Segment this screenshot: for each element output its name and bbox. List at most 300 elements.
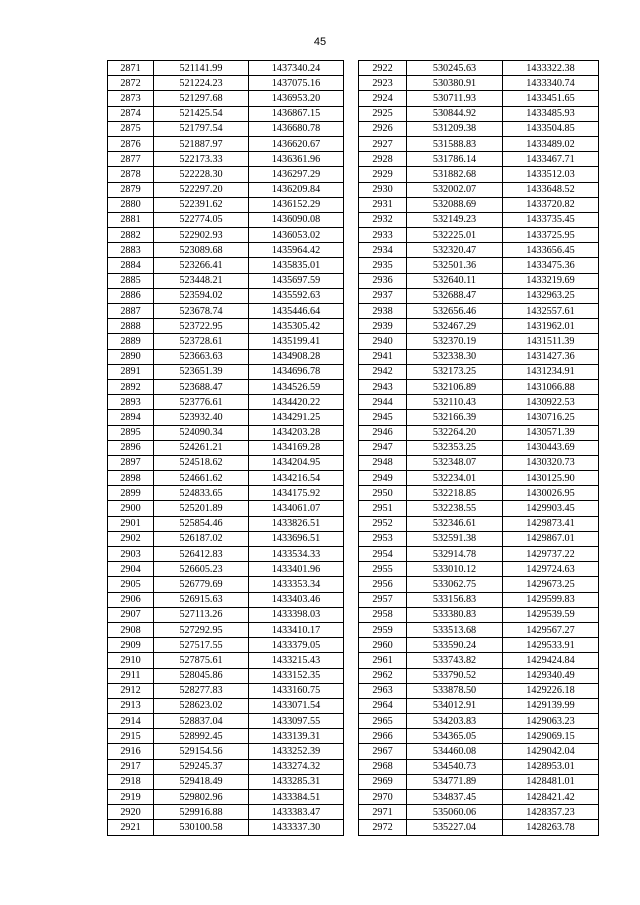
table-row xyxy=(108,516,344,531)
point-number-cell: 2907 xyxy=(108,607,154,622)
x-coordinate-cell: 529916.88 xyxy=(154,805,249,820)
point-number-cell: 2944 xyxy=(359,395,407,410)
point-number-cell: 2965 xyxy=(359,714,407,729)
x-coordinate-cell: 532173.25 xyxy=(407,364,503,379)
y-coordinate-cell: 1433504.85 xyxy=(503,121,599,136)
point-number-cell: 2949 xyxy=(359,471,407,486)
x-coordinate-cell: 532106.89 xyxy=(407,379,503,394)
table-row xyxy=(359,334,599,349)
y-coordinate-cell: 1433353.34 xyxy=(249,577,344,592)
x-coordinate-cell: 523594.02 xyxy=(154,288,249,303)
table-row xyxy=(108,562,344,577)
x-coordinate-cell: 521297.68 xyxy=(154,91,249,106)
table-row xyxy=(359,455,599,470)
y-coordinate-cell: 1433274.32 xyxy=(249,759,344,774)
y-coordinate-cell: 1433337.30 xyxy=(249,820,344,835)
y-coordinate-cell: 1432963.25 xyxy=(503,288,599,303)
point-number-cell: 2899 xyxy=(108,486,154,501)
y-coordinate-cell: 1435305.42 xyxy=(249,319,344,334)
x-coordinate-cell: 534365.05 xyxy=(407,729,503,744)
point-number-cell: 2916 xyxy=(108,744,154,759)
point-number-cell: 2903 xyxy=(108,547,154,562)
y-coordinate-cell: 1430026.95 xyxy=(503,486,599,501)
x-coordinate-cell: 534837.45 xyxy=(407,790,503,805)
y-coordinate-cell: 1435964.42 xyxy=(249,243,344,258)
coordinates-table-left xyxy=(107,60,344,836)
x-coordinate-cell: 525201.89 xyxy=(154,501,249,516)
y-coordinate-cell: 1429139.99 xyxy=(503,698,599,713)
y-coordinate-cell: 1434203.28 xyxy=(249,425,344,440)
point-number-cell: 2919 xyxy=(108,790,154,805)
x-coordinate-cell: 522391.62 xyxy=(154,197,249,212)
x-coordinate-cell: 526779.69 xyxy=(154,577,249,592)
x-coordinate-cell: 532348.07 xyxy=(407,455,503,470)
x-coordinate-cell: 534012.91 xyxy=(407,698,503,713)
table-row xyxy=(108,698,344,713)
y-coordinate-cell: 1433219.69 xyxy=(503,273,599,288)
point-number-cell: 2942 xyxy=(359,364,407,379)
point-number-cell: 2902 xyxy=(108,531,154,546)
table-row xyxy=(108,106,344,121)
point-number-cell: 2922 xyxy=(359,61,407,76)
y-coordinate-cell: 1432557.61 xyxy=(503,304,599,319)
table-row xyxy=(108,61,344,76)
x-coordinate-cell: 532110.43 xyxy=(407,395,503,410)
point-number-cell: 2955 xyxy=(359,562,407,577)
y-coordinate-cell: 1436620.67 xyxy=(249,136,344,151)
y-coordinate-cell: 1437075.16 xyxy=(249,76,344,91)
x-coordinate-cell: 523266.41 xyxy=(154,258,249,273)
point-number-cell: 2896 xyxy=(108,440,154,455)
y-coordinate-cell: 1436297.29 xyxy=(249,167,344,182)
point-number-cell: 2950 xyxy=(359,486,407,501)
table-row xyxy=(108,288,344,303)
x-coordinate-cell: 523678.74 xyxy=(154,304,249,319)
point-number-cell: 2913 xyxy=(108,698,154,713)
x-coordinate-cell: 527113.26 xyxy=(154,607,249,622)
table-row xyxy=(108,714,344,729)
y-coordinate-cell: 1429069.15 xyxy=(503,729,599,744)
table-row xyxy=(359,304,599,319)
point-number-cell: 2938 xyxy=(359,304,407,319)
y-coordinate-cell: 1435199.41 xyxy=(249,334,344,349)
table-row xyxy=(359,228,599,243)
table-row xyxy=(108,455,344,470)
y-coordinate-cell: 1429567.27 xyxy=(503,622,599,637)
table-row xyxy=(108,820,344,835)
x-coordinate-cell: 533590.24 xyxy=(407,638,503,653)
table-row xyxy=(108,653,344,668)
x-coordinate-cell: 523651.39 xyxy=(154,364,249,379)
point-number-cell: 2946 xyxy=(359,425,407,440)
x-coordinate-cell: 521425.54 xyxy=(154,106,249,121)
y-coordinate-cell: 1429226.18 xyxy=(503,683,599,698)
y-coordinate-cell: 1430443.69 xyxy=(503,440,599,455)
table-row xyxy=(108,197,344,212)
point-number-cell: 2927 xyxy=(359,136,407,151)
y-coordinate-cell: 1428481.01 xyxy=(503,774,599,789)
point-number-cell: 2880 xyxy=(108,197,154,212)
x-coordinate-cell: 531588.83 xyxy=(407,136,503,151)
point-number-cell: 2941 xyxy=(359,349,407,364)
x-coordinate-cell: 533156.83 xyxy=(407,592,503,607)
table-row xyxy=(359,440,599,455)
point-number-cell: 2924 xyxy=(359,91,407,106)
point-number-cell: 2954 xyxy=(359,547,407,562)
table-row xyxy=(359,607,599,622)
point-number-cell: 2929 xyxy=(359,167,407,182)
y-coordinate-cell: 1433696.51 xyxy=(249,531,344,546)
point-number-cell: 2926 xyxy=(359,121,407,136)
table-row xyxy=(359,668,599,683)
point-number-cell: 2877 xyxy=(108,152,154,167)
table-row xyxy=(359,683,599,698)
y-coordinate-cell: 1429724.63 xyxy=(503,562,599,577)
y-coordinate-cell: 1436953.20 xyxy=(249,91,344,106)
y-coordinate-cell: 1433735.45 xyxy=(503,212,599,227)
y-coordinate-cell: 1433489.02 xyxy=(503,136,599,151)
point-number-cell: 2962 xyxy=(359,668,407,683)
y-coordinate-cell: 1434061.07 xyxy=(249,501,344,516)
table-row xyxy=(359,774,599,789)
table-row xyxy=(359,258,599,273)
table-row xyxy=(108,319,344,334)
table-row xyxy=(108,91,344,106)
y-coordinate-cell: 1433160.75 xyxy=(249,683,344,698)
y-coordinate-cell: 1433398.03 xyxy=(249,607,344,622)
point-number-cell: 2921 xyxy=(108,820,154,835)
y-coordinate-cell: 1430125.90 xyxy=(503,471,599,486)
y-coordinate-cell: 1434204.95 xyxy=(249,455,344,470)
x-coordinate-cell: 530844.92 xyxy=(407,106,503,121)
point-number-cell: 2966 xyxy=(359,729,407,744)
table-row xyxy=(359,288,599,303)
y-coordinate-cell: 1431427.36 xyxy=(503,349,599,364)
point-number-cell: 2890 xyxy=(108,349,154,364)
x-coordinate-cell: 534460.08 xyxy=(407,744,503,759)
y-coordinate-cell: 1431066.88 xyxy=(503,379,599,394)
y-coordinate-cell: 1436361.96 xyxy=(249,152,344,167)
point-number-cell: 2943 xyxy=(359,379,407,394)
x-coordinate-cell: 523728.61 xyxy=(154,334,249,349)
table-row xyxy=(359,136,599,151)
x-coordinate-cell: 532218.85 xyxy=(407,486,503,501)
table-row xyxy=(108,136,344,151)
page-number: 45 xyxy=(313,36,327,48)
y-coordinate-cell: 1433451.65 xyxy=(503,91,599,106)
x-coordinate-cell: 533062.75 xyxy=(407,577,503,592)
x-coordinate-cell: 532591.38 xyxy=(407,531,503,546)
y-coordinate-cell: 1431234.91 xyxy=(503,364,599,379)
x-coordinate-cell: 523089.68 xyxy=(154,243,249,258)
y-coordinate-cell: 1434526.59 xyxy=(249,379,344,394)
x-coordinate-cell: 528277.83 xyxy=(154,683,249,698)
x-coordinate-cell: 533380.83 xyxy=(407,607,503,622)
x-coordinate-cell: 522774.05 xyxy=(154,212,249,227)
x-coordinate-cell: 524833.65 xyxy=(154,486,249,501)
point-number-cell: 2911 xyxy=(108,668,154,683)
x-coordinate-cell: 532914.78 xyxy=(407,547,503,562)
y-coordinate-cell: 1436680.78 xyxy=(249,121,344,136)
point-number-cell: 2887 xyxy=(108,304,154,319)
x-coordinate-cell: 532320.47 xyxy=(407,243,503,258)
point-number-cell: 2871 xyxy=(108,61,154,76)
x-coordinate-cell: 521224.23 xyxy=(154,76,249,91)
point-number-cell: 2893 xyxy=(108,395,154,410)
point-number-cell: 2948 xyxy=(359,455,407,470)
table-row xyxy=(359,273,599,288)
x-coordinate-cell: 528837.04 xyxy=(154,714,249,729)
coordinates-table-right xyxy=(358,60,599,836)
x-coordinate-cell: 528045.86 xyxy=(154,668,249,683)
point-number-cell: 2875 xyxy=(108,121,154,136)
y-coordinate-cell: 1429867.01 xyxy=(503,531,599,546)
point-number-cell: 2894 xyxy=(108,410,154,425)
y-coordinate-cell: 1433384.51 xyxy=(249,790,344,805)
point-number-cell: 2972 xyxy=(359,820,407,835)
table-row xyxy=(108,683,344,698)
x-coordinate-cell: 535227.04 xyxy=(407,820,503,835)
x-coordinate-cell: 524518.62 xyxy=(154,455,249,470)
y-coordinate-cell: 1433512.03 xyxy=(503,167,599,182)
y-coordinate-cell: 1436152.29 xyxy=(249,197,344,212)
table-row xyxy=(359,820,599,835)
point-number-cell: 2879 xyxy=(108,182,154,197)
x-coordinate-cell: 532088.69 xyxy=(407,197,503,212)
x-coordinate-cell: 527517.55 xyxy=(154,638,249,653)
x-coordinate-cell: 530711.93 xyxy=(407,91,503,106)
y-coordinate-cell: 1430320.73 xyxy=(503,455,599,470)
table-row xyxy=(359,471,599,486)
point-number-cell: 2920 xyxy=(108,805,154,820)
x-coordinate-cell: 523932.40 xyxy=(154,410,249,425)
table-row xyxy=(359,729,599,744)
point-number-cell: 2918 xyxy=(108,774,154,789)
x-coordinate-cell: 521887.97 xyxy=(154,136,249,151)
point-number-cell: 2881 xyxy=(108,212,154,227)
x-coordinate-cell: 527875.61 xyxy=(154,653,249,668)
point-number-cell: 2928 xyxy=(359,152,407,167)
x-coordinate-cell: 526915.63 xyxy=(154,592,249,607)
point-number-cell: 2891 xyxy=(108,364,154,379)
x-coordinate-cell: 531209.38 xyxy=(407,121,503,136)
table-row xyxy=(108,501,344,516)
table-row xyxy=(359,577,599,592)
point-number-cell: 2931 xyxy=(359,197,407,212)
point-number-cell: 2886 xyxy=(108,288,154,303)
table-row xyxy=(359,516,599,531)
point-number-cell: 2947 xyxy=(359,440,407,455)
table-row xyxy=(108,547,344,562)
point-number-cell: 2885 xyxy=(108,273,154,288)
x-coordinate-cell: 532166.39 xyxy=(407,410,503,425)
table-row xyxy=(359,547,599,562)
table-row xyxy=(359,653,599,668)
table-row xyxy=(108,304,344,319)
y-coordinate-cell: 1433215.43 xyxy=(249,653,344,668)
table-row xyxy=(359,121,599,136)
table-row xyxy=(108,425,344,440)
x-coordinate-cell: 521141.99 xyxy=(154,61,249,76)
x-coordinate-cell: 535060.06 xyxy=(407,805,503,820)
table-row xyxy=(359,622,599,637)
y-coordinate-cell: 1433826.51 xyxy=(249,516,344,531)
x-coordinate-cell: 532370.19 xyxy=(407,334,503,349)
x-coordinate-cell: 529802.96 xyxy=(154,790,249,805)
table-row xyxy=(359,592,599,607)
y-coordinate-cell: 1433097.55 xyxy=(249,714,344,729)
y-coordinate-cell: 1433379.05 xyxy=(249,638,344,653)
table-row xyxy=(359,243,599,258)
x-coordinate-cell: 529245.37 xyxy=(154,759,249,774)
y-coordinate-cell: 1434169.28 xyxy=(249,440,344,455)
y-coordinate-cell: 1428421.42 xyxy=(503,790,599,805)
point-number-cell: 2874 xyxy=(108,106,154,121)
x-coordinate-cell: 522228.30 xyxy=(154,167,249,182)
y-coordinate-cell: 1430922.53 xyxy=(503,395,599,410)
table-row xyxy=(108,364,344,379)
point-number-cell: 2917 xyxy=(108,759,154,774)
y-coordinate-cell: 1435446.64 xyxy=(249,304,344,319)
point-number-cell: 2935 xyxy=(359,258,407,273)
point-number-cell: 2930 xyxy=(359,182,407,197)
x-coordinate-cell: 524090.34 xyxy=(154,425,249,440)
x-coordinate-cell: 533878.50 xyxy=(407,683,503,698)
table-row xyxy=(108,76,344,91)
y-coordinate-cell: 1435592.63 xyxy=(249,288,344,303)
y-coordinate-cell: 1435697.59 xyxy=(249,273,344,288)
point-number-cell: 2968 xyxy=(359,759,407,774)
table-row xyxy=(108,577,344,592)
table-row xyxy=(108,182,344,197)
x-coordinate-cell: 525854.46 xyxy=(154,516,249,531)
y-coordinate-cell: 1433475.36 xyxy=(503,258,599,273)
y-coordinate-cell: 1433139.31 xyxy=(249,729,344,744)
y-coordinate-cell: 1433656.45 xyxy=(503,243,599,258)
point-number-cell: 2953 xyxy=(359,531,407,546)
table-row xyxy=(108,167,344,182)
x-coordinate-cell: 532501.36 xyxy=(407,258,503,273)
point-number-cell: 2883 xyxy=(108,243,154,258)
x-coordinate-cell: 522902.93 xyxy=(154,228,249,243)
point-number-cell: 2901 xyxy=(108,516,154,531)
y-coordinate-cell: 1430571.39 xyxy=(503,425,599,440)
table-row xyxy=(108,243,344,258)
point-number-cell: 2915 xyxy=(108,729,154,744)
y-coordinate-cell: 1429533.91 xyxy=(503,638,599,653)
x-coordinate-cell: 532338.30 xyxy=(407,349,503,364)
point-number-cell: 2945 xyxy=(359,410,407,425)
point-number-cell: 2909 xyxy=(108,638,154,653)
table-row xyxy=(359,759,599,774)
y-coordinate-cell: 1429424.84 xyxy=(503,653,599,668)
x-coordinate-cell: 532225.01 xyxy=(407,228,503,243)
table-row xyxy=(359,106,599,121)
x-coordinate-cell: 532353.25 xyxy=(407,440,503,455)
table-row xyxy=(359,562,599,577)
x-coordinate-cell: 524261.21 xyxy=(154,440,249,455)
point-number-cell: 2905 xyxy=(108,577,154,592)
x-coordinate-cell: 532238.55 xyxy=(407,501,503,516)
y-coordinate-cell: 1431511.39 xyxy=(503,334,599,349)
x-coordinate-cell: 531882.68 xyxy=(407,167,503,182)
x-coordinate-cell: 527292.95 xyxy=(154,622,249,637)
x-coordinate-cell: 532149.23 xyxy=(407,212,503,227)
point-number-cell: 2925 xyxy=(359,106,407,121)
point-number-cell: 2923 xyxy=(359,76,407,91)
y-coordinate-cell: 1435835.01 xyxy=(249,258,344,273)
point-number-cell: 2960 xyxy=(359,638,407,653)
table-row xyxy=(108,592,344,607)
x-coordinate-cell: 530100.58 xyxy=(154,820,249,835)
table-row xyxy=(108,212,344,227)
point-number-cell: 2884 xyxy=(108,258,154,273)
y-coordinate-cell: 1433322.38 xyxy=(503,61,599,76)
table-row xyxy=(359,349,599,364)
table-row xyxy=(359,805,599,820)
point-number-cell: 2897 xyxy=(108,455,154,470)
x-coordinate-cell: 532234.01 xyxy=(407,471,503,486)
table-row xyxy=(108,729,344,744)
y-coordinate-cell: 1436053.02 xyxy=(249,228,344,243)
x-coordinate-cell: 532467.29 xyxy=(407,319,503,334)
table-row xyxy=(359,182,599,197)
x-coordinate-cell: 530380.91 xyxy=(407,76,503,91)
x-coordinate-cell: 526412.83 xyxy=(154,547,249,562)
table-row xyxy=(108,121,344,136)
point-number-cell: 2934 xyxy=(359,243,407,258)
x-coordinate-cell: 526187.02 xyxy=(154,531,249,546)
point-number-cell: 2967 xyxy=(359,744,407,759)
table-row xyxy=(359,76,599,91)
point-number-cell: 2873 xyxy=(108,91,154,106)
x-coordinate-cell: 534540.73 xyxy=(407,759,503,774)
table-row xyxy=(108,440,344,455)
y-coordinate-cell: 1434696.78 xyxy=(249,364,344,379)
table-row xyxy=(108,774,344,789)
y-coordinate-cell: 1433648.52 xyxy=(503,182,599,197)
y-coordinate-cell: 1429042.04 xyxy=(503,744,599,759)
table-row xyxy=(108,395,344,410)
table-row xyxy=(359,91,599,106)
point-number-cell: 2961 xyxy=(359,653,407,668)
x-coordinate-cell: 534771.89 xyxy=(407,774,503,789)
y-coordinate-cell: 1434175.92 xyxy=(249,486,344,501)
point-number-cell: 2936 xyxy=(359,273,407,288)
point-number-cell: 2906 xyxy=(108,592,154,607)
table-row xyxy=(108,744,344,759)
y-coordinate-cell: 1429737.22 xyxy=(503,547,599,562)
x-coordinate-cell: 533743.82 xyxy=(407,653,503,668)
y-coordinate-cell: 1436090.08 xyxy=(249,212,344,227)
table-row xyxy=(108,410,344,425)
x-coordinate-cell: 533010.12 xyxy=(407,562,503,577)
x-coordinate-cell: 526605.23 xyxy=(154,562,249,577)
x-coordinate-cell: 529154.56 xyxy=(154,744,249,759)
y-coordinate-cell: 1433720.82 xyxy=(503,197,599,212)
table-row xyxy=(108,334,344,349)
y-coordinate-cell: 1433340.74 xyxy=(503,76,599,91)
y-coordinate-cell: 1429903.45 xyxy=(503,501,599,516)
x-coordinate-cell: 531786.14 xyxy=(407,152,503,167)
table-row xyxy=(359,501,599,516)
point-number-cell: 2876 xyxy=(108,136,154,151)
y-coordinate-cell: 1434908.28 xyxy=(249,349,344,364)
table-row xyxy=(108,258,344,273)
point-number-cell: 2912 xyxy=(108,683,154,698)
x-coordinate-cell: 532640.11 xyxy=(407,273,503,288)
point-number-cell: 2888 xyxy=(108,319,154,334)
